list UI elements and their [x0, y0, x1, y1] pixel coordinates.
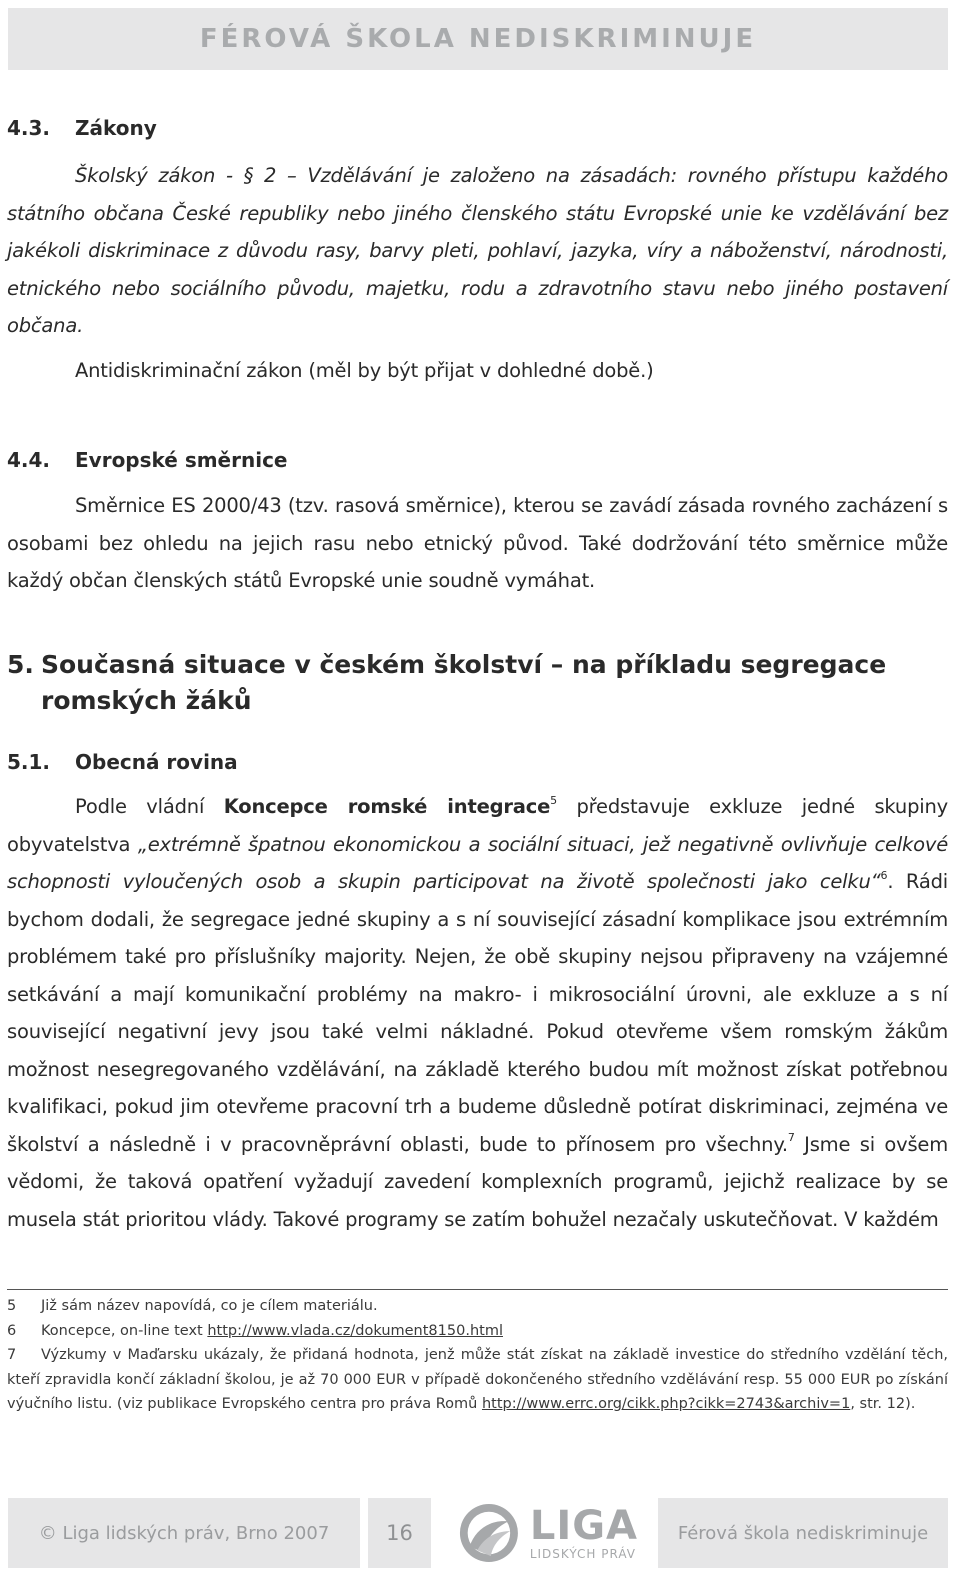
page-header-band — [8, 8, 948, 70]
section-number: 4.3. — [7, 116, 51, 140]
liga-emblem-icon — [458, 1501, 520, 1565]
footer-series-box — [658, 1498, 948, 1568]
footnote-5 — [7, 1294, 948, 1319]
footer-series-title: Férová škola nediskriminuje — [677, 1522, 929, 1544]
footnote-link[interactable]: http://www.vlada.cz/dokument8150.html — [207, 1322, 503, 1339]
page-header-title: FÉROVÁ ŠKOLA NEDISKRIMINUJE — [199, 24, 757, 54]
concept-name: Koncepce romské integrace — [223, 795, 551, 818]
section-title: Zákony — [75, 116, 157, 140]
section-number: 5.1. — [7, 750, 51, 774]
section-title: Evropské směrnice — [75, 448, 288, 472]
section-5-1-paragraph — [7, 788, 948, 1238]
footnote-link[interactable]: http://www.errc.org/cikk.php?cikk=2743&archiv=1 — [481, 1396, 851, 1412]
quotation: „extrémně špatnou ekonomickou a sociální situaci, jež negativně ovlivňuje celkové schopnosti vyloučených osob a skupin participovat na životě společnosti jako celku“ — [7, 832, 948, 893]
footnote-ref-6[interactable]: 6 — [880, 868, 888, 882]
section-4-3-paragraph-2 — [7, 352, 948, 390]
footnote-ref-7[interactable]: 7 — [787, 1131, 795, 1144]
footnotes — [7, 1294, 948, 1417]
paragraph-text: Školský zákon - § 2 – Vzdělávání je založeno na zásadách: rovného přístupu každého státního občana České republiky nebo jiného členského státu Evropské unie ke vzdělávání bez jakékoli diskriminace z důvodu rasy, barvy pleti, pohlaví, jazyka, víry a náboženství, národnosti, etnického nebo sociálního původu, majetku, rodu a zdravotního stavu nebo jiného postavení občana. — [7, 164, 948, 337]
section-title: Obecná rovina — [75, 750, 238, 774]
footnote-text: Již sám název napovídá, co je cílem materiálu. — [41, 1298, 378, 1314]
section-5-heading — [7, 647, 948, 719]
footer-copyright-box — [8, 1498, 360, 1568]
paragraph-text: představuje exkluze jedné skupiny obyvatelstva — [7, 795, 948, 856]
footnote-text: Koncepce, on-line text — [41, 1322, 208, 1339]
footnote-number: 7 — [7, 1347, 17, 1363]
footnote-6 — [7, 1319, 948, 1344]
footer-page-box — [368, 1498, 431, 1568]
footnote-divider — [7, 1289, 948, 1290]
section-number: 4.4. — [7, 448, 51, 472]
liga-logo — [458, 1498, 638, 1568]
section-title: Současná situace v českém školství – na příkladu segregace romských žáků — [41, 650, 887, 715]
footnote-number: 5 — [7, 1298, 17, 1314]
section-5-1-heading — [7, 750, 238, 774]
footnote-text: , str. 12). — [850, 1396, 916, 1412]
paragraph-text: Podle vládní — [75, 795, 224, 818]
section-4-3-paragraph-1 — [7, 157, 948, 345]
section-number: 5. — [7, 650, 34, 679]
logo-subtitle: LIDSKÝCH PRÁV — [529, 1547, 636, 1561]
footer-copyright: © Liga lidských práv, Brno 2007 — [38, 1522, 330, 1544]
paragraph-text: Směrnice ES 2000/43 (tzv. rasová směrnice), kterou se zavádí zásada rovného zacházení s osobami bez ohledu na jejich rasu nebo etnický původ. Také dodržování této směrnice může každý občan členských států Evropské unie soudně vymáhat. — [7, 494, 948, 592]
page-number: 16 — [386, 1521, 413, 1545]
section-4-4-heading — [7, 448, 288, 472]
section-4-3-heading — [7, 116, 157, 140]
footnote-number: 6 — [7, 1322, 17, 1339]
footnote-7 — [7, 1343, 948, 1417]
paragraph-text: . Rádi bychom dodali, že segregace jedné skupiny a s ní související zásadní komplikace jsou extrémním problémem také pro příslušníky majority. Nejen, že obě skupiny nejsou připraveny na vzájemné setkávání a mají komunikační problémy na makro- i mikrosociální úrovni, ale exkluze a s ní související negativní jevy jsou také velmi nákladné. Pokud otevřeme všem romským žákům možnost nesegregovaného vzdělávání, na základě kterého budou mít možnost získat potřebnou kvalifikaci, pokud jim otevřeme pracovní trh a budeme důsledně potírat diskriminaci, zejména ve školství a následně i v pracovněprávní oblasti, bude to přínosem pro všechny. — [7, 870, 948, 1156]
logo-wordmark: LIGA — [529, 1503, 638, 1549]
footnote-text: Výzkumy v Maďarsku ukázaly, že přidaná hodnota, jenž může stát získat na základě investice do středního vzdělání těch, kteří zpravidla končí základní školou, je až 70 000 EUR v případě dokončeného středního vzdělávání resp. 55 000 EUR po získání výučního listu. (viz publikace Evropského centra pro práva Romů — [7, 1347, 948, 1412]
paragraph-text: Antidiskriminační zákon (měl by být přijat v dohledné době.) — [75, 359, 654, 382]
paragraph-text: Jsme si ovšem vědomi, že taková opatření vyžadují zavedení komplexních programů, jejichž realizace by se musela stát prioritou vlády. Takové programy se zatím bohužel nezačaly uskutečňovat. V každém — [7, 1132, 948, 1231]
section-4-4-paragraph — [7, 487, 948, 600]
footnote-ref-5[interactable]: 5 — [550, 793, 557, 807]
